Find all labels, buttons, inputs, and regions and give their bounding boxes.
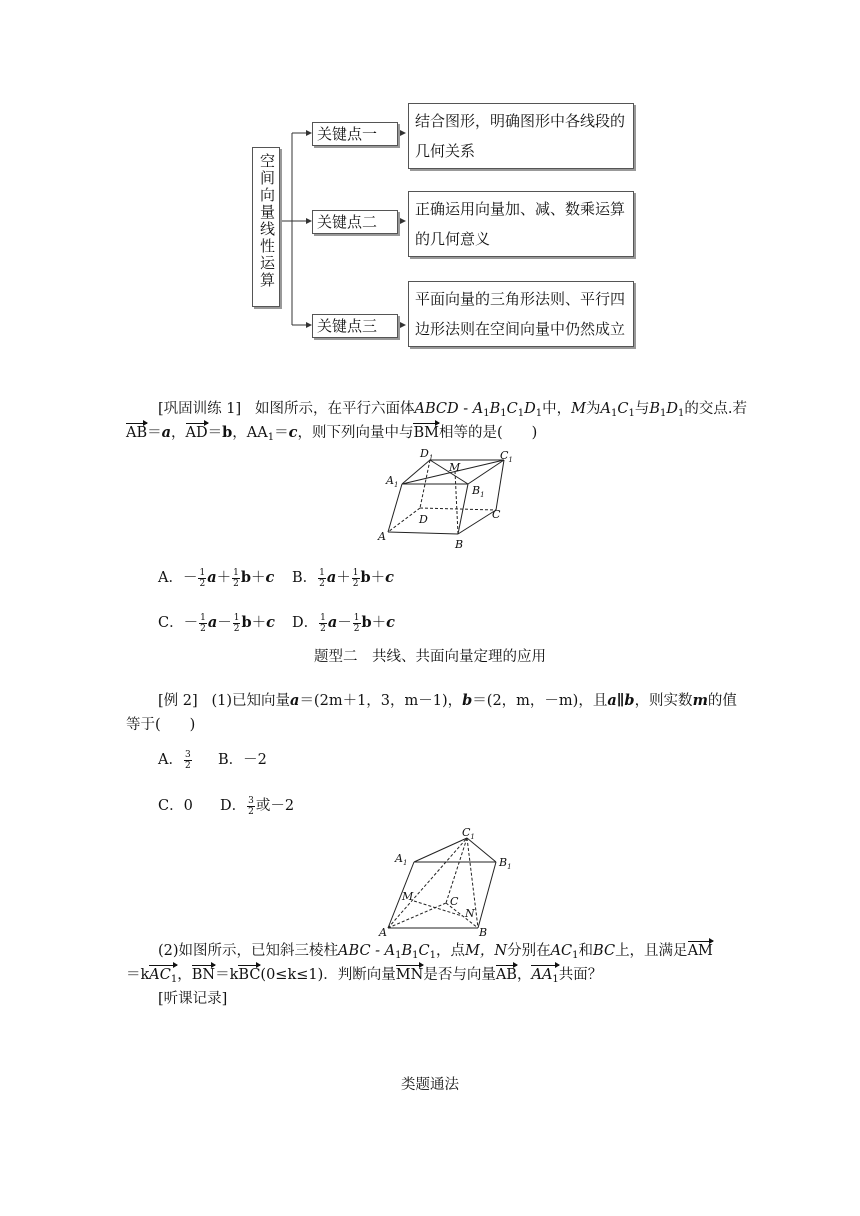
fig1-label-M: M xyxy=(449,461,461,474)
practice1-line1: [巩固训练 1] 如图所示，在平行六面体ABCD - $A_1B_1C_1D_1$中，M为$A_1C_1$与$B_1D_1$的交点.若 xyxy=(158,401,747,419)
example2-option-C: C．0 xyxy=(158,798,193,814)
fig2-label-N: N xyxy=(465,907,475,920)
fig2-label-A: A xyxy=(379,926,387,939)
part2-line1: (2)如图所示，已知斜三棱柱ABC - $A_1B_1C_1$，点M，N分别在$AC_1$和BC上，且满足AM xyxy=(158,940,713,967)
fig1-label-B1: $B_1$ xyxy=(472,484,485,499)
example2-option-B: B．－2 xyxy=(218,752,267,768)
fig1-label-A: A xyxy=(378,530,386,543)
fig1-label-B: B xyxy=(455,538,464,551)
fig2-label-M: M xyxy=(402,890,414,903)
practice1-option-A: A．－ $\frac{1}{2}$ a＋ $\frac{1}{2}$ b＋c xyxy=(158,567,275,589)
fig1-label-D: D xyxy=(419,513,428,526)
example2-option-D: D． $\frac{3}{2}$ 或－2 xyxy=(220,795,295,817)
example2-option-A: A． $\frac{3}{2}$ xyxy=(158,749,191,771)
concept-map-desc-3: 平面向量的三角形法则、平行四边形法则在空间向量中仍然成立 xyxy=(408,281,634,347)
fig2-label-A1: $A_1$ xyxy=(395,852,408,867)
fig1-label-C1: $C_1$ xyxy=(500,449,513,464)
practice1-option-B: B． $\frac{1}{2}$ a＋ $\frac{1}{2}$ b＋c xyxy=(292,567,395,589)
fig2-label-C: C xyxy=(450,895,459,908)
concept-map-key-1: 关键点一 xyxy=(312,122,398,146)
concept-map-key-3: 关键点三 xyxy=(312,314,398,338)
part2-line2: ＝kAC$_1$，BN＝kBC(0≤k≤1)．判断向量MN是否与向量AB，$AA_1$共面？ xyxy=(126,964,602,991)
fig1-label-C: C xyxy=(492,508,501,521)
practice1-option-C: C．－ $\frac{1}{2}$ a－ $\frac{1}{2}$ b＋c xyxy=(158,612,275,634)
practice1-line2: AB＝a，AD＝b，$AA_1=c$，则下列向量中与BM相等的是( ) xyxy=(126,424,538,443)
concept-map-key-2: 关键点二 xyxy=(312,210,398,234)
concept-map-desc-2: 正确运用向量加、减、数乘运算的几何意义 xyxy=(408,191,634,257)
concept-map-desc-1: 结合图形，明确图形中各线段的几何关系 xyxy=(408,103,634,169)
fig2-label-C1: $C_1$ xyxy=(462,826,475,841)
fig2-label-B: B xyxy=(479,926,488,939)
section-title: 题型二 共线、共面向量定理的应用 xyxy=(314,649,546,665)
fig2-label-B1: $B_1$ xyxy=(499,856,512,871)
listening-record-label: [听课记录] xyxy=(158,991,228,1007)
fig1-label-A1: $A_1$ xyxy=(386,474,399,489)
example2-line1: [例 2] (1)已知向量a＝(2m＋1，3，m－1)，b＝(2，m，－m)，且a∥b，则实数m的值 xyxy=(158,692,737,709)
concept-map-root: 空间向量线性运算 xyxy=(252,147,280,307)
example2-line2: 等于( ) xyxy=(126,717,196,733)
fig1-label-D1: $D_1$ xyxy=(420,447,434,462)
footer-heading: 类题通法 xyxy=(401,1077,459,1093)
practice1-option-D: D． $\frac{1}{2}$ a－ $\frac{1}{2}$ b＋c xyxy=(292,612,395,634)
practice1-tag: [巩固训练 1] xyxy=(158,401,242,417)
